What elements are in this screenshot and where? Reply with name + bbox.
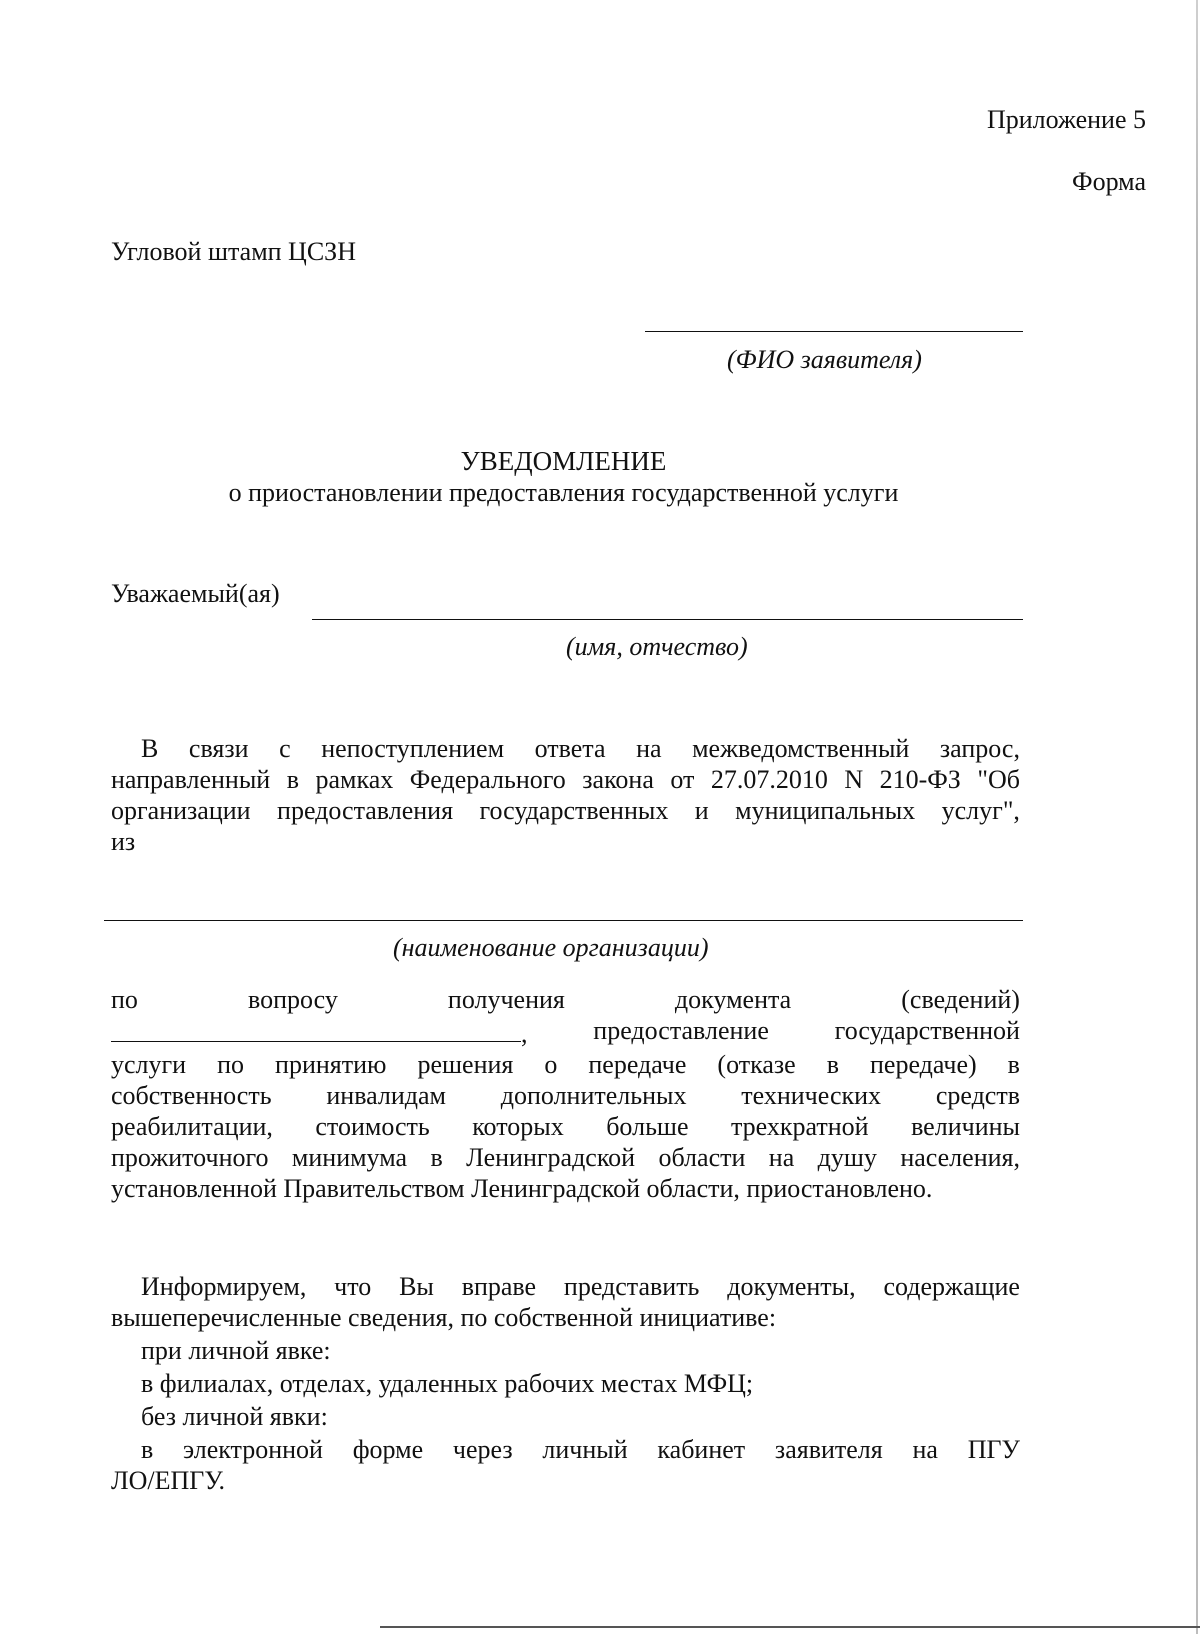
remote-method-line2: ЛО/ЕПГУ.	[111, 1466, 225, 1495]
corner-stamp-label: Угловой штамп ЦСЗН	[111, 237, 356, 266]
scan-edge-right	[1196, 0, 1198, 1634]
appendix-number: Приложение 5	[986, 105, 1146, 134]
greeting-label: Уважаемый(ая)	[111, 579, 280, 608]
document-name-blank	[111, 1015, 521, 1042]
greeting-name-caption: (имя, отчество)	[566, 632, 748, 661]
paragraph2-line5: реабилитации, стоимость которых больше трехкратной величины	[111, 1112, 1020, 1141]
applicant-name-line	[645, 331, 1023, 332]
paragraph-submission-options	[111, 1271, 1020, 1496]
paragraph-suspension-reason	[111, 733, 1020, 857]
remote-label: без личной явки:	[141, 1402, 328, 1431]
greeting-name-line	[312, 619, 1023, 620]
paragraph1-line2: направленный в рамках Федерального закона от 27.07.2010 N 210-ФЗ "Об	[111, 765, 1020, 794]
document-subtitle: о приостановлении предоставления государственной услуги	[228, 478, 899, 507]
paragraph1-line1: В связи с непоступлением ответа на межведомственный запрос,	[141, 734, 1020, 763]
paragraph2-line6: прожиточного минимума в Ленинградской области на душу населения,	[111, 1143, 1020, 1172]
organization-name-line	[104, 920, 1023, 921]
remote-method-line1: в электронной форме через личный кабинет заявителя на ПГУ	[141, 1435, 1020, 1464]
paragraph2-line3: услуги по принятию решения о передаче (отказе в передаче) в	[111, 1050, 1020, 1079]
paragraph2-line4: собственность инвалидам дополнительных технических средств	[111, 1081, 1020, 1110]
form-label: Форма	[1072, 167, 1146, 196]
paragraph3-line1: Информируем, что Вы вправе представить документы, содержащие	[141, 1272, 1020, 1301]
paragraph2-line2: , предоставление государственной	[111, 1015, 1020, 1049]
scan-edge-bottom	[380, 1626, 1200, 1628]
in-person-label: при личной явке:	[141, 1336, 331, 1365]
applicant-name-caption: (ФИО заявителя)	[727, 345, 922, 374]
paragraph1-line3: организации предоставления государственных и муниципальных услуг",	[111, 796, 1020, 825]
document-title: УВЕДОМЛЕНИЕ	[460, 446, 667, 476]
paragraph3-line2: вышеперечисленные сведения, по собственной инициативе:	[111, 1303, 777, 1332]
paragraph-suspension-notice	[111, 984, 1020, 1204]
organization-name-caption: (наименование организации)	[393, 933, 709, 962]
paragraph2-line7: установленной Правительством Ленинградской области, приостановлено.	[111, 1174, 933, 1203]
in-person-locations: в филиалах, отделах, удаленных рабочих местах МФЦ;	[141, 1369, 754, 1398]
paragraph2-line1: по вопросу получения документа (сведений)	[111, 985, 1020, 1014]
paragraph1-line4: из	[111, 827, 136, 856]
